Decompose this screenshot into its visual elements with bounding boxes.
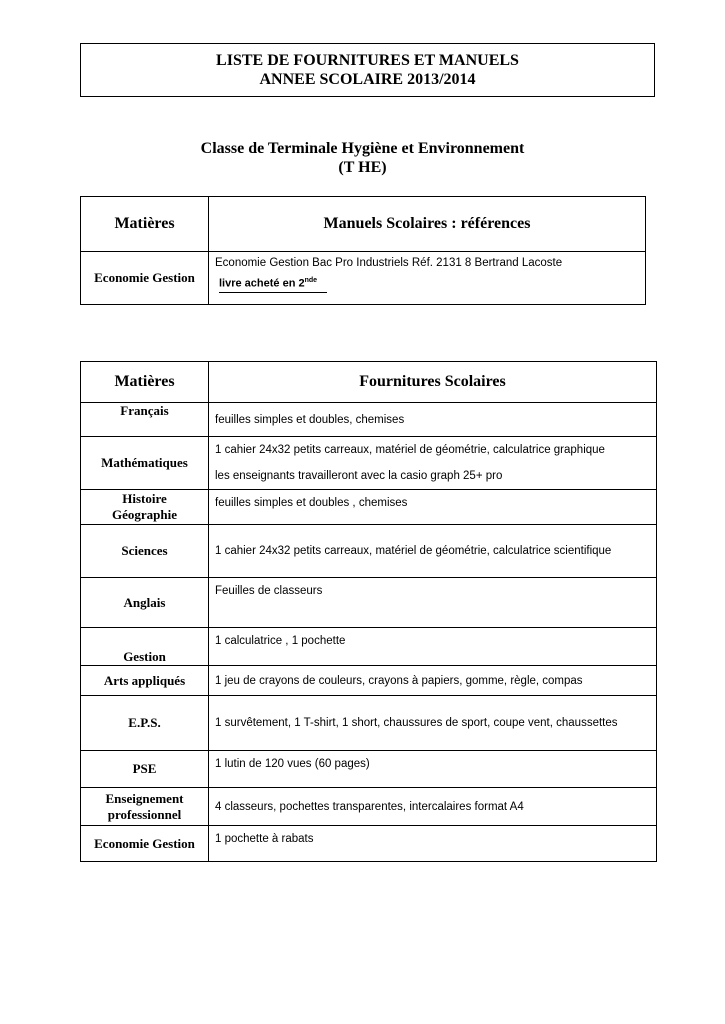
subject-cell: Anglais	[81, 578, 209, 628]
class-title-line1: Classe de Terminale Hygiène et Environnement	[200, 140, 525, 157]
class-title-line2: (T HE)	[338, 159, 387, 176]
manuels-note	[219, 277, 327, 293]
table-row	[81, 252, 646, 305]
items-cell: 4 classeurs, pochettes transparentes, intercalaires format A4	[209, 788, 657, 826]
fournitures-table	[80, 361, 657, 862]
manuels-note-main: livre acheté en 2	[219, 277, 305, 290]
items-cell: 1 jeu de crayons de couleurs, crayons à papiers, gomme, règle, compas	[209, 666, 657, 696]
subject-cell: Economie Gestion	[81, 826, 209, 862]
subject-cell	[81, 788, 209, 826]
manuels-header-references: Manuels Scolaires : références	[209, 197, 646, 252]
table-row	[81, 437, 657, 490]
table-row	[81, 628, 657, 666]
manuels-reference-cell	[209, 252, 646, 305]
manuels-table	[80, 196, 646, 305]
subject-cell: Sciences	[81, 525, 209, 578]
items-cell: 1 lutin de 120 vues (60 pages)	[209, 751, 657, 788]
items-cell: feuilles simples et doubles , chemises	[209, 490, 657, 525]
subject-cell: PSE	[81, 751, 209, 788]
subject-line: Enseignement	[105, 790, 184, 806]
items-cell	[209, 437, 657, 490]
document-title-line1: LISTE DE FOURNITURES ET MANUELS	[216, 52, 519, 69]
subject-cell: Mathématiques	[81, 437, 209, 490]
class-title	[0, 139, 725, 177]
items-cell: Feuilles de classeurs	[209, 578, 657, 628]
subject-cell: Arts appliqués	[81, 666, 209, 696]
document-title-box	[80, 43, 655, 97]
fournitures-header-row	[81, 362, 657, 403]
items-cell: 1 survêtement, 1 T-shirt, 1 short, chaussures de sport, coupe vent, chaussettes	[209, 696, 657, 751]
table-row	[81, 490, 657, 525]
table-row	[81, 578, 657, 628]
items-cell: 1 pochette à rabats	[209, 826, 657, 862]
manuels-header-matieres: Matières	[81, 197, 209, 252]
table-row	[81, 403, 657, 437]
fournitures-header-matieres: Matières	[81, 362, 209, 403]
manuels-reference: Economie Gestion Bac Pro Industriels Réf. 2131 8 Bertrand Lacoste	[215, 257, 563, 269]
items-line: 1 cahier 24x32 petits carreaux, matériel de géométrie, calculatrice graphique	[215, 444, 605, 456]
document-title-line2: ANNEE SCOLAIRE 2013/2014	[259, 71, 476, 88]
subject-cell: E.P.S.	[81, 696, 209, 751]
subject-cell: Français	[81, 403, 209, 437]
subject-line: professionnel	[107, 806, 182, 822]
subject-cell: Gestion	[81, 628, 209, 666]
table-row	[81, 751, 657, 788]
manuels-subject: Economie Gestion	[81, 252, 209, 305]
table-row	[81, 788, 657, 826]
subject-line: Histoire	[122, 491, 167, 506]
manuels-note-sup: nde	[304, 277, 318, 284]
subject-line: Géographie	[112, 507, 177, 522]
fournitures-header-fournitures: Fournitures Scolaires	[209, 362, 657, 403]
table-row	[81, 826, 657, 862]
items-cell: 1 calculatrice , 1 pochette	[209, 628, 657, 666]
items-cell: feuilles simples et doubles, chemises	[209, 403, 657, 437]
table-row	[81, 666, 657, 696]
manuels-header-row	[81, 197, 646, 252]
subject-cell	[81, 490, 209, 525]
table-row	[81, 696, 657, 751]
items-cell: 1 cahier 24x32 petits carreaux, matériel de géométrie, calculatrice scientifique	[209, 525, 657, 578]
items-line: les enseignants travailleront avec la casio graph 25+ pro	[215, 470, 503, 482]
table-row	[81, 525, 657, 578]
